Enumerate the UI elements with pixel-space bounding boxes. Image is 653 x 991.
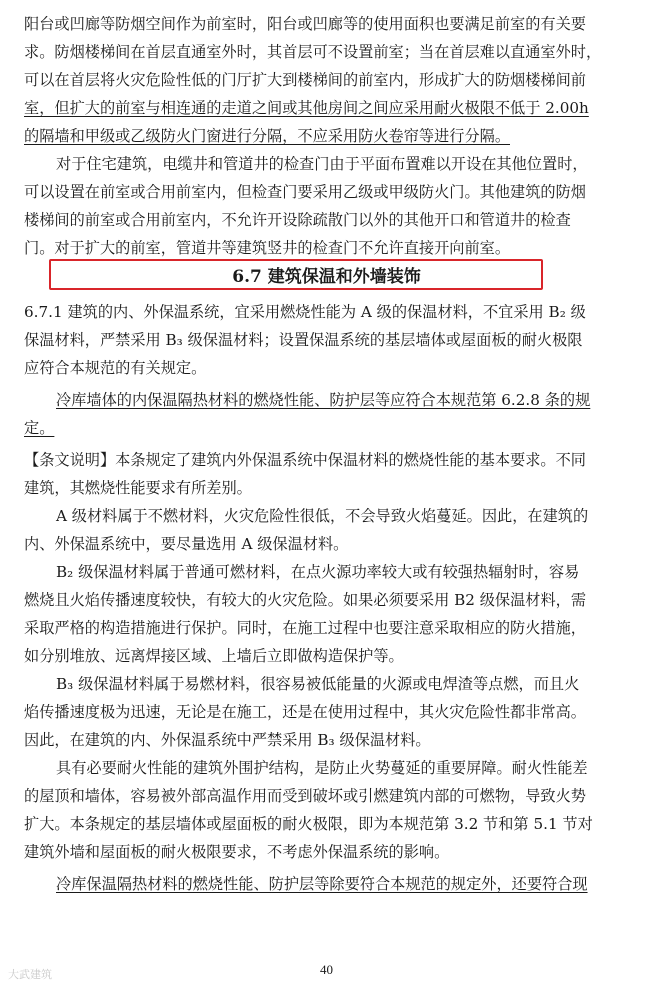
text-line-underlined: 室，但扩大的前室与相连通的走道之间或其他房间之间应采用耐火极限不低于 2.00h <box>24 99 589 117</box>
text-line-underlined: 的隔墙和甲级或乙级防火门窗进行分隔，不应采用防火卷帘等进行分隔。 <box>24 127 510 145</box>
text-line: 焰传播速度极为迅速，无论是在施工，还是在使用过程中，其火灾危险性都非常高。 <box>24 703 586 721</box>
text-line: 应符合本规范的有关规定。 <box>24 359 207 377</box>
text-line: 燃烧且火焰传播速度较快，有较大的火灾危险。如果必须要采用 B2 级保温材料，需 <box>24 591 587 609</box>
watermark-logo <box>8 966 52 982</box>
text-line: 内、外保温系统中，要尽量选用 A 级保温材料。 <box>24 535 349 553</box>
text-line: 采取严格的构造措施进行保护。同时，在施工过程中也要注意采取相应的防火措施， <box>24 619 586 637</box>
text-line-underlined: 冷库保温隔热材料的燃烧性能、防护层等除要符合本规范的规定外，还要符合现 <box>56 875 588 893</box>
text-line: 建筑外墙和屋面板的耐火极限要求，不考虑外保温系统的影响。 <box>24 843 450 861</box>
text-line: 扩大。本条规定的基层墙体或屋面板的耐火极限，即为本规范第 3.2 节和第 5.1 节对 <box>24 815 593 833</box>
text-line: 的屋顶和墙体，容易被外部高温作用而受到破坏或引燃建筑内部的可燃物，导致火势 <box>24 787 586 805</box>
text-line: 可以在首层将火灾危险性低的门厅扩大到楼梯间的前室内，形成扩大的防烟楼梯间前 <box>24 71 586 89</box>
text-line: 可以设置在前室或合用前室内，但检查门要采用乙级或甲级防火门。其他建筑的防烟 <box>24 183 586 201</box>
text-line: 对于住宅建筑，电缆井和管道井的检查门由于平面布置难以开设在其他位置时， <box>56 155 588 173</box>
page-number: 40 <box>320 962 333 977</box>
watermark-text: 大武建筑 <box>8 968 52 981</box>
text-line: 楼梯间的前室或合用前室内，不允许开设除疏散门以外的其他开口和管道井的检查 <box>24 211 571 229</box>
text-line: 阳台或凹廊等防烟空间作为前室时，阳台或凹廊等的使用面积也要满足前室的有关要 <box>24 15 586 33</box>
text-line: 如分别堆放、远离焊接区域、上墙后立即做构造保护等。 <box>24 647 404 665</box>
text-line: 门。对于扩大的前室，管道井等建筑竖井的检查门不允许直接开向前室。 <box>24 239 510 257</box>
text-line-underlined: 定。 <box>24 419 55 437</box>
text-line: A 级材料属于不燃材料，火灾危险性很低，不会导致火焰蔓延。因此，在建筑的 <box>56 507 589 525</box>
text-line: 【条文说明】本条规定了建筑内外保温系统中保温材料的燃烧性能的基本要求。不同 <box>24 451 586 469</box>
text-line: 建筑，其燃烧性能要求有所差别。 <box>24 479 252 497</box>
text-line: 求。防烟楼梯间在首层直通室外时，其首层可不设置前室；当在首层难以直通室外时， <box>24 43 602 61</box>
text-line: 6.7.1 建筑的内、外保温系统，宜采用燃烧性能为 A 级的保温材料，不宜采用 B₂ 级 <box>24 303 586 321</box>
text-line: 保温材料，严禁采用 B₃ 级保温材料；设置保温系统的基层墙体或屋面板的耐火极限 <box>24 331 583 349</box>
section-heading: 6.7 建筑保温和外墙装饰 <box>232 267 421 287</box>
text-line: 因此，在建筑的内、外保温系统中严禁采用 B₃ 级保温材料。 <box>24 731 431 749</box>
text-line: B₃ 级保温材料属于易燃材料，很容易被低能量的火源或电焊渣等点燃，而且火 <box>56 675 580 693</box>
text-line-underlined: 冷库墙体的内保温隔热材料的燃烧性能、防护层等应符合本规范第 6.2.8 条的规 <box>56 391 591 409</box>
text-line: B₂ 级保温材料属于普通可燃材料，在点火源功率较大或有较强热辐射时，容易 <box>56 563 580 581</box>
text-line: 具有必要耐火性能的建筑外围护结构，是防止火势蔓延的重要屏障。耐火性能差 <box>56 759 588 777</box>
